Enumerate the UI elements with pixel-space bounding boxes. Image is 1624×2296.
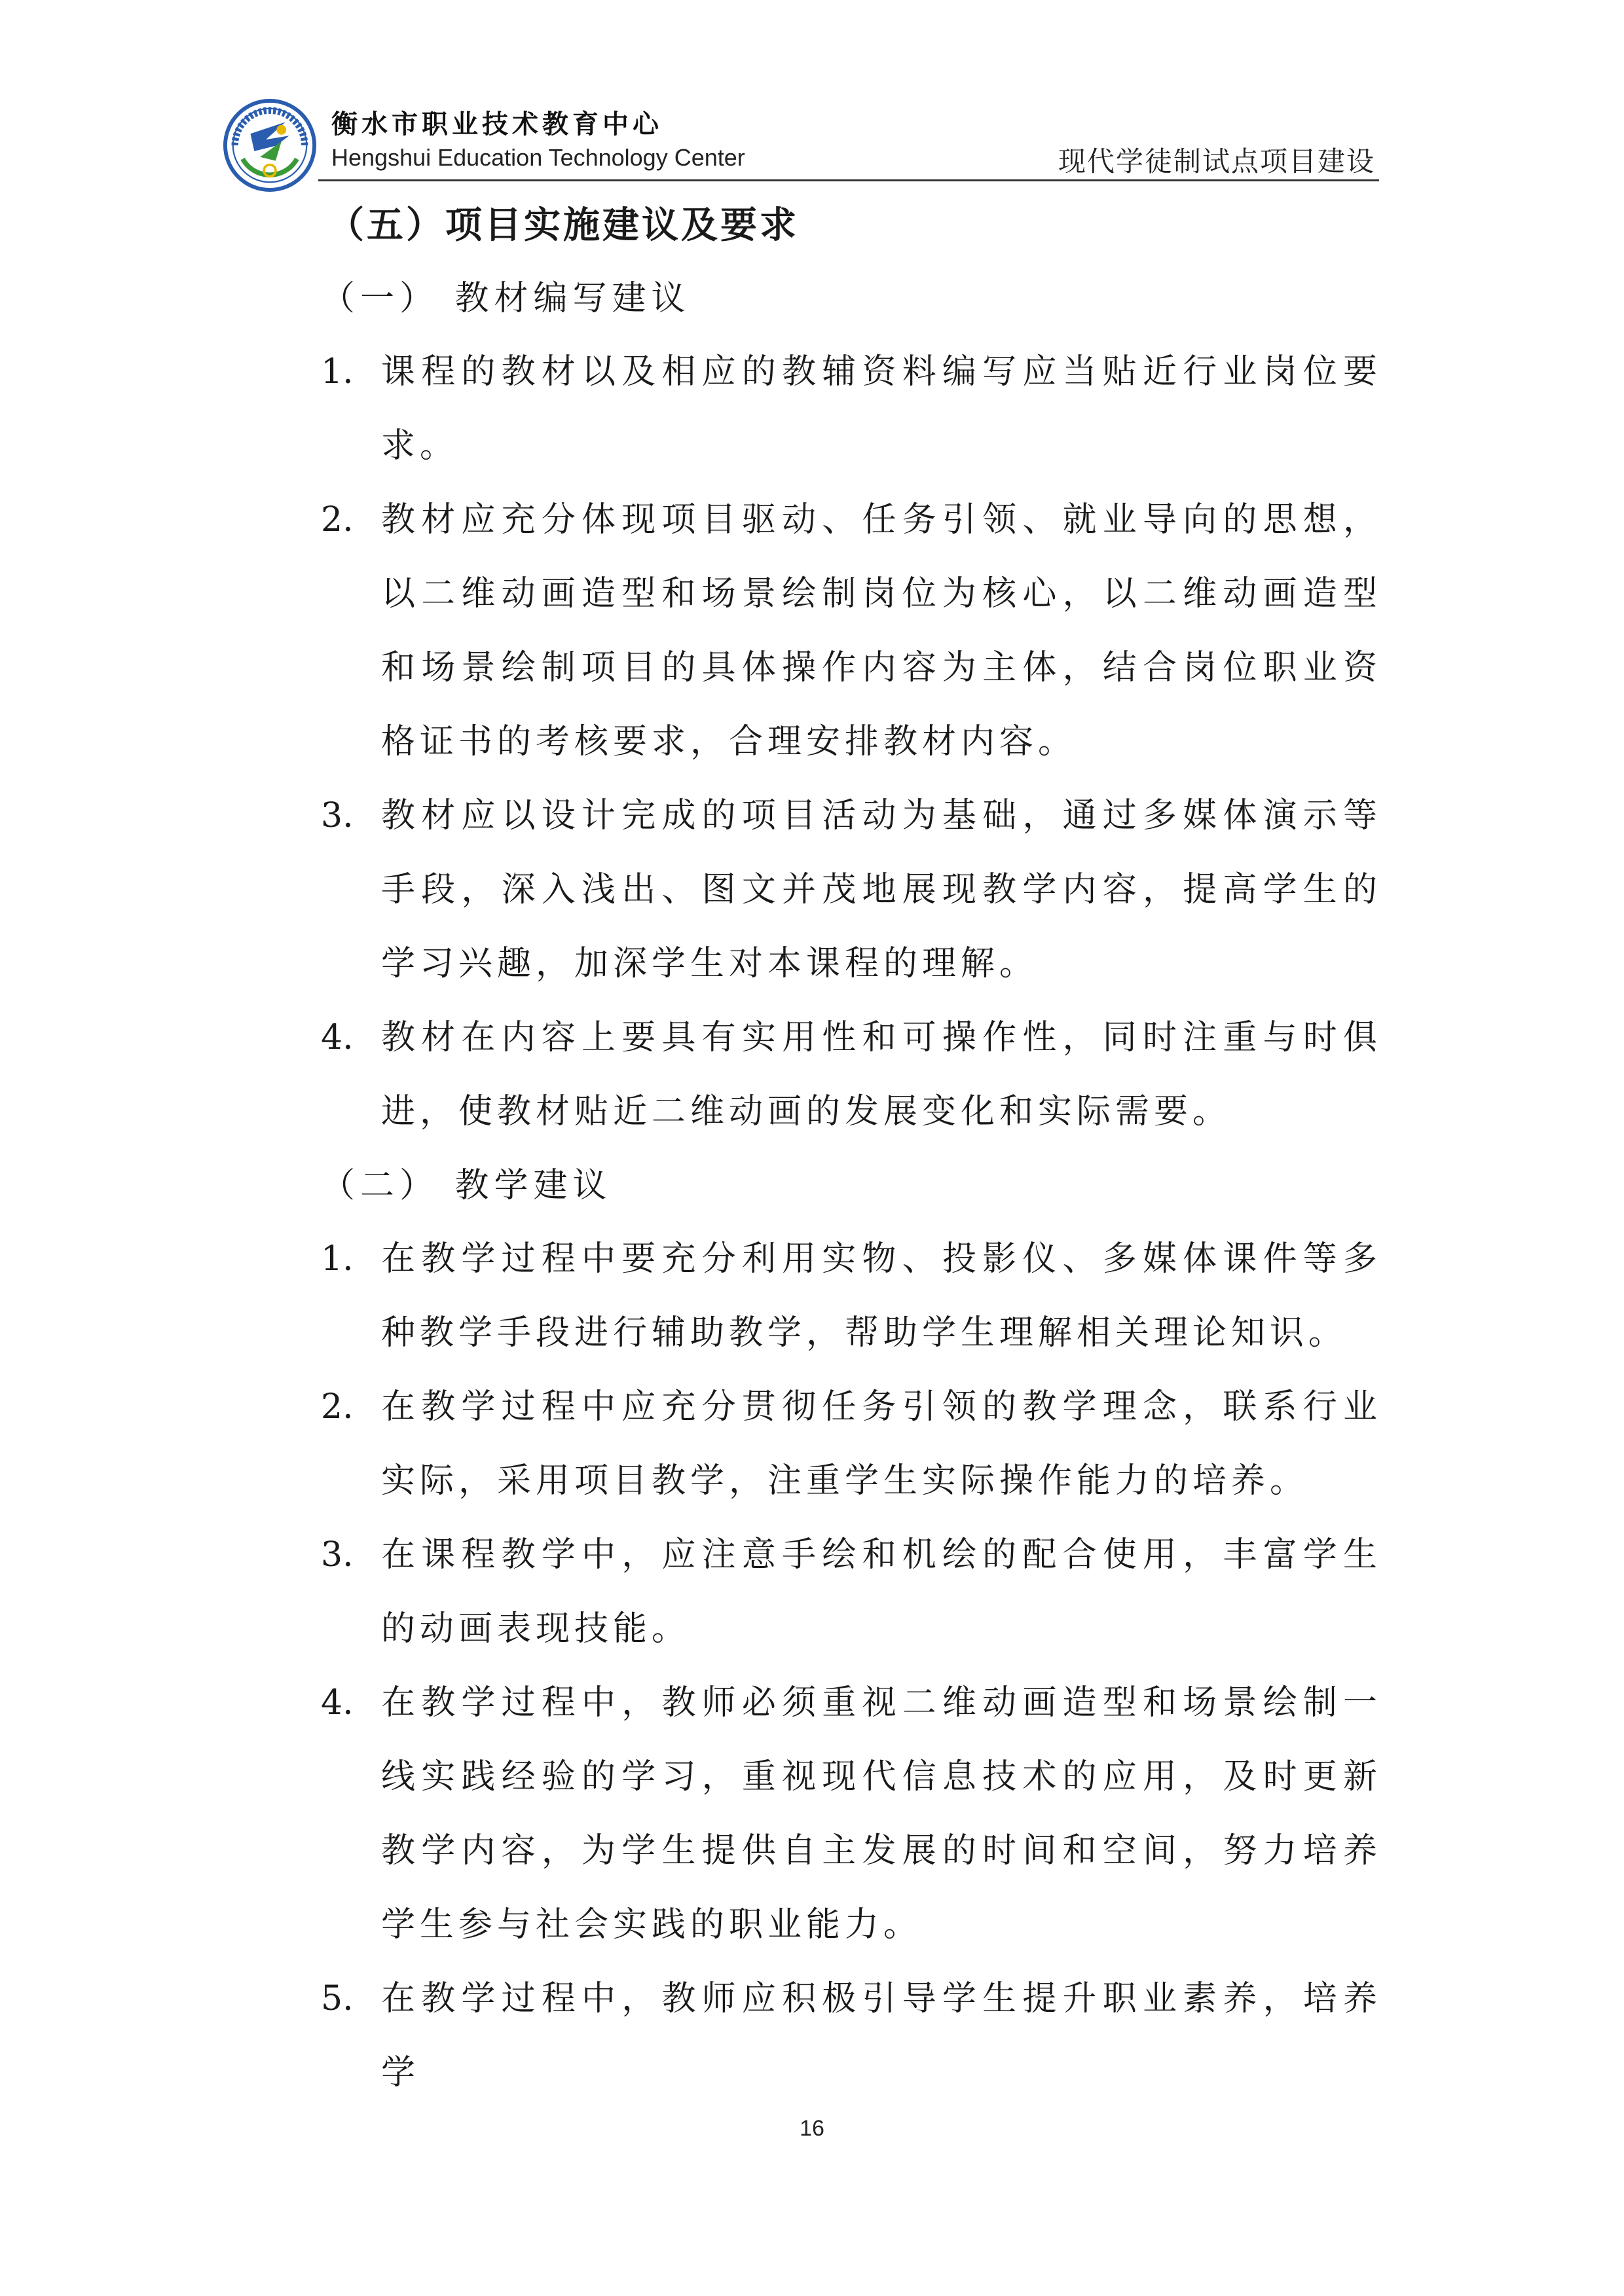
list-item — [321, 1962, 1382, 2110]
list-item-number: 3. — [321, 796, 354, 835]
list-item — [321, 335, 1382, 483]
list-item — [321, 1518, 1382, 1666]
list-item-number: 2. — [321, 1387, 354, 1427]
list-item — [321, 1370, 1382, 1518]
list-item-number: 2. — [321, 500, 354, 539]
list-item-text: 教材应以设计完成的项目活动为基础，通过多媒体演示等手段，深入浅出、图文并茂地展现教学内容，提高学生的学习兴趣，加深学生对本课程的理解。 — [381, 796, 1382, 983]
list-item — [321, 779, 1382, 1001]
subsection-title: （一） 教材编写建议 — [321, 279, 691, 318]
list-item — [321, 1222, 1382, 1370]
organization-name-cn: 衡水市职业技术教育中心 — [331, 109, 663, 139]
list-item — [321, 1001, 1382, 1149]
list-item — [321, 483, 1382, 779]
page-number: 16 — [800, 2116, 824, 2141]
list-item — [321, 1666, 1382, 1962]
list-item-number: 4. — [321, 1683, 354, 1722]
list-item-number: 1. — [321, 352, 354, 392]
list-item-text: 教材在内容上要具有实用性和可操作性，同时注重与时俱进，使教材贴近二维动画的发展变化和实际需要。 — [381, 1018, 1382, 1131]
organization-name-en: Hengshui Education Technology Center — [331, 144, 745, 171]
list-item-text: 教材应充分体现项目驱动、任务引领、就业导向的思想，以二维动画造型和场景绘制岗位为核心，以二维动画造型和场景绘制项目的具体操作内容为主体，结合岗位职业资格证书的考核要求，合理安排教材内容。 — [381, 500, 1382, 761]
list-item-text: 在教学过程中，教师应积极引导学生提升职业素养，培养学 — [381, 1979, 1382, 2092]
list-item-text: 在教学过程中应充分贯彻任务引领的教学理念，联系行业实际，采用项目教学，注重学生实际操作能力的培养。 — [381, 1387, 1382, 1501]
school-logo-icon — [221, 97, 318, 194]
page-header — [221, 92, 1382, 177]
list-item-text: 在教学过程中要充分利用实物、投影仪、多媒体课件等多种教学手段进行辅助教学，帮助学生理解相关理论知识。 — [381, 1239, 1382, 1353]
subsection-title: （二） 教学建议 — [321, 1166, 612, 1205]
list-item-number: 3. — [321, 1535, 354, 1575]
list-item-text: 在课程教学中，应注意手绘和机绘的配合使用，丰富学生的动画表现技能。 — [381, 1535, 1382, 1649]
list-item-number: 4. — [321, 1018, 354, 1057]
section-heading: （五）项目实施建议及要求 — [327, 204, 799, 247]
page-body — [321, 190, 1382, 2110]
list-item-text: 课程的教材以及相应的教辅资料编写应当贴近行业岗位要求。 — [381, 352, 1382, 465]
list-item-number: 5. — [321, 1979, 354, 2018]
header-divider — [318, 179, 1379, 181]
list-item-number: 1. — [321, 1239, 354, 1279]
header-project-title: 现代学徒制试点项目建设 — [1058, 145, 1375, 177]
list-item-text: 在教学过程中，教师必须重视二维动画造型和场景绘制一线实践经验的学习，重视现代信息技术的应用，及时更新教学内容，为学生提供自主发展的时间和空间，努力培养学生参与社会实践的职业能力。 — [381, 1683, 1382, 1944]
